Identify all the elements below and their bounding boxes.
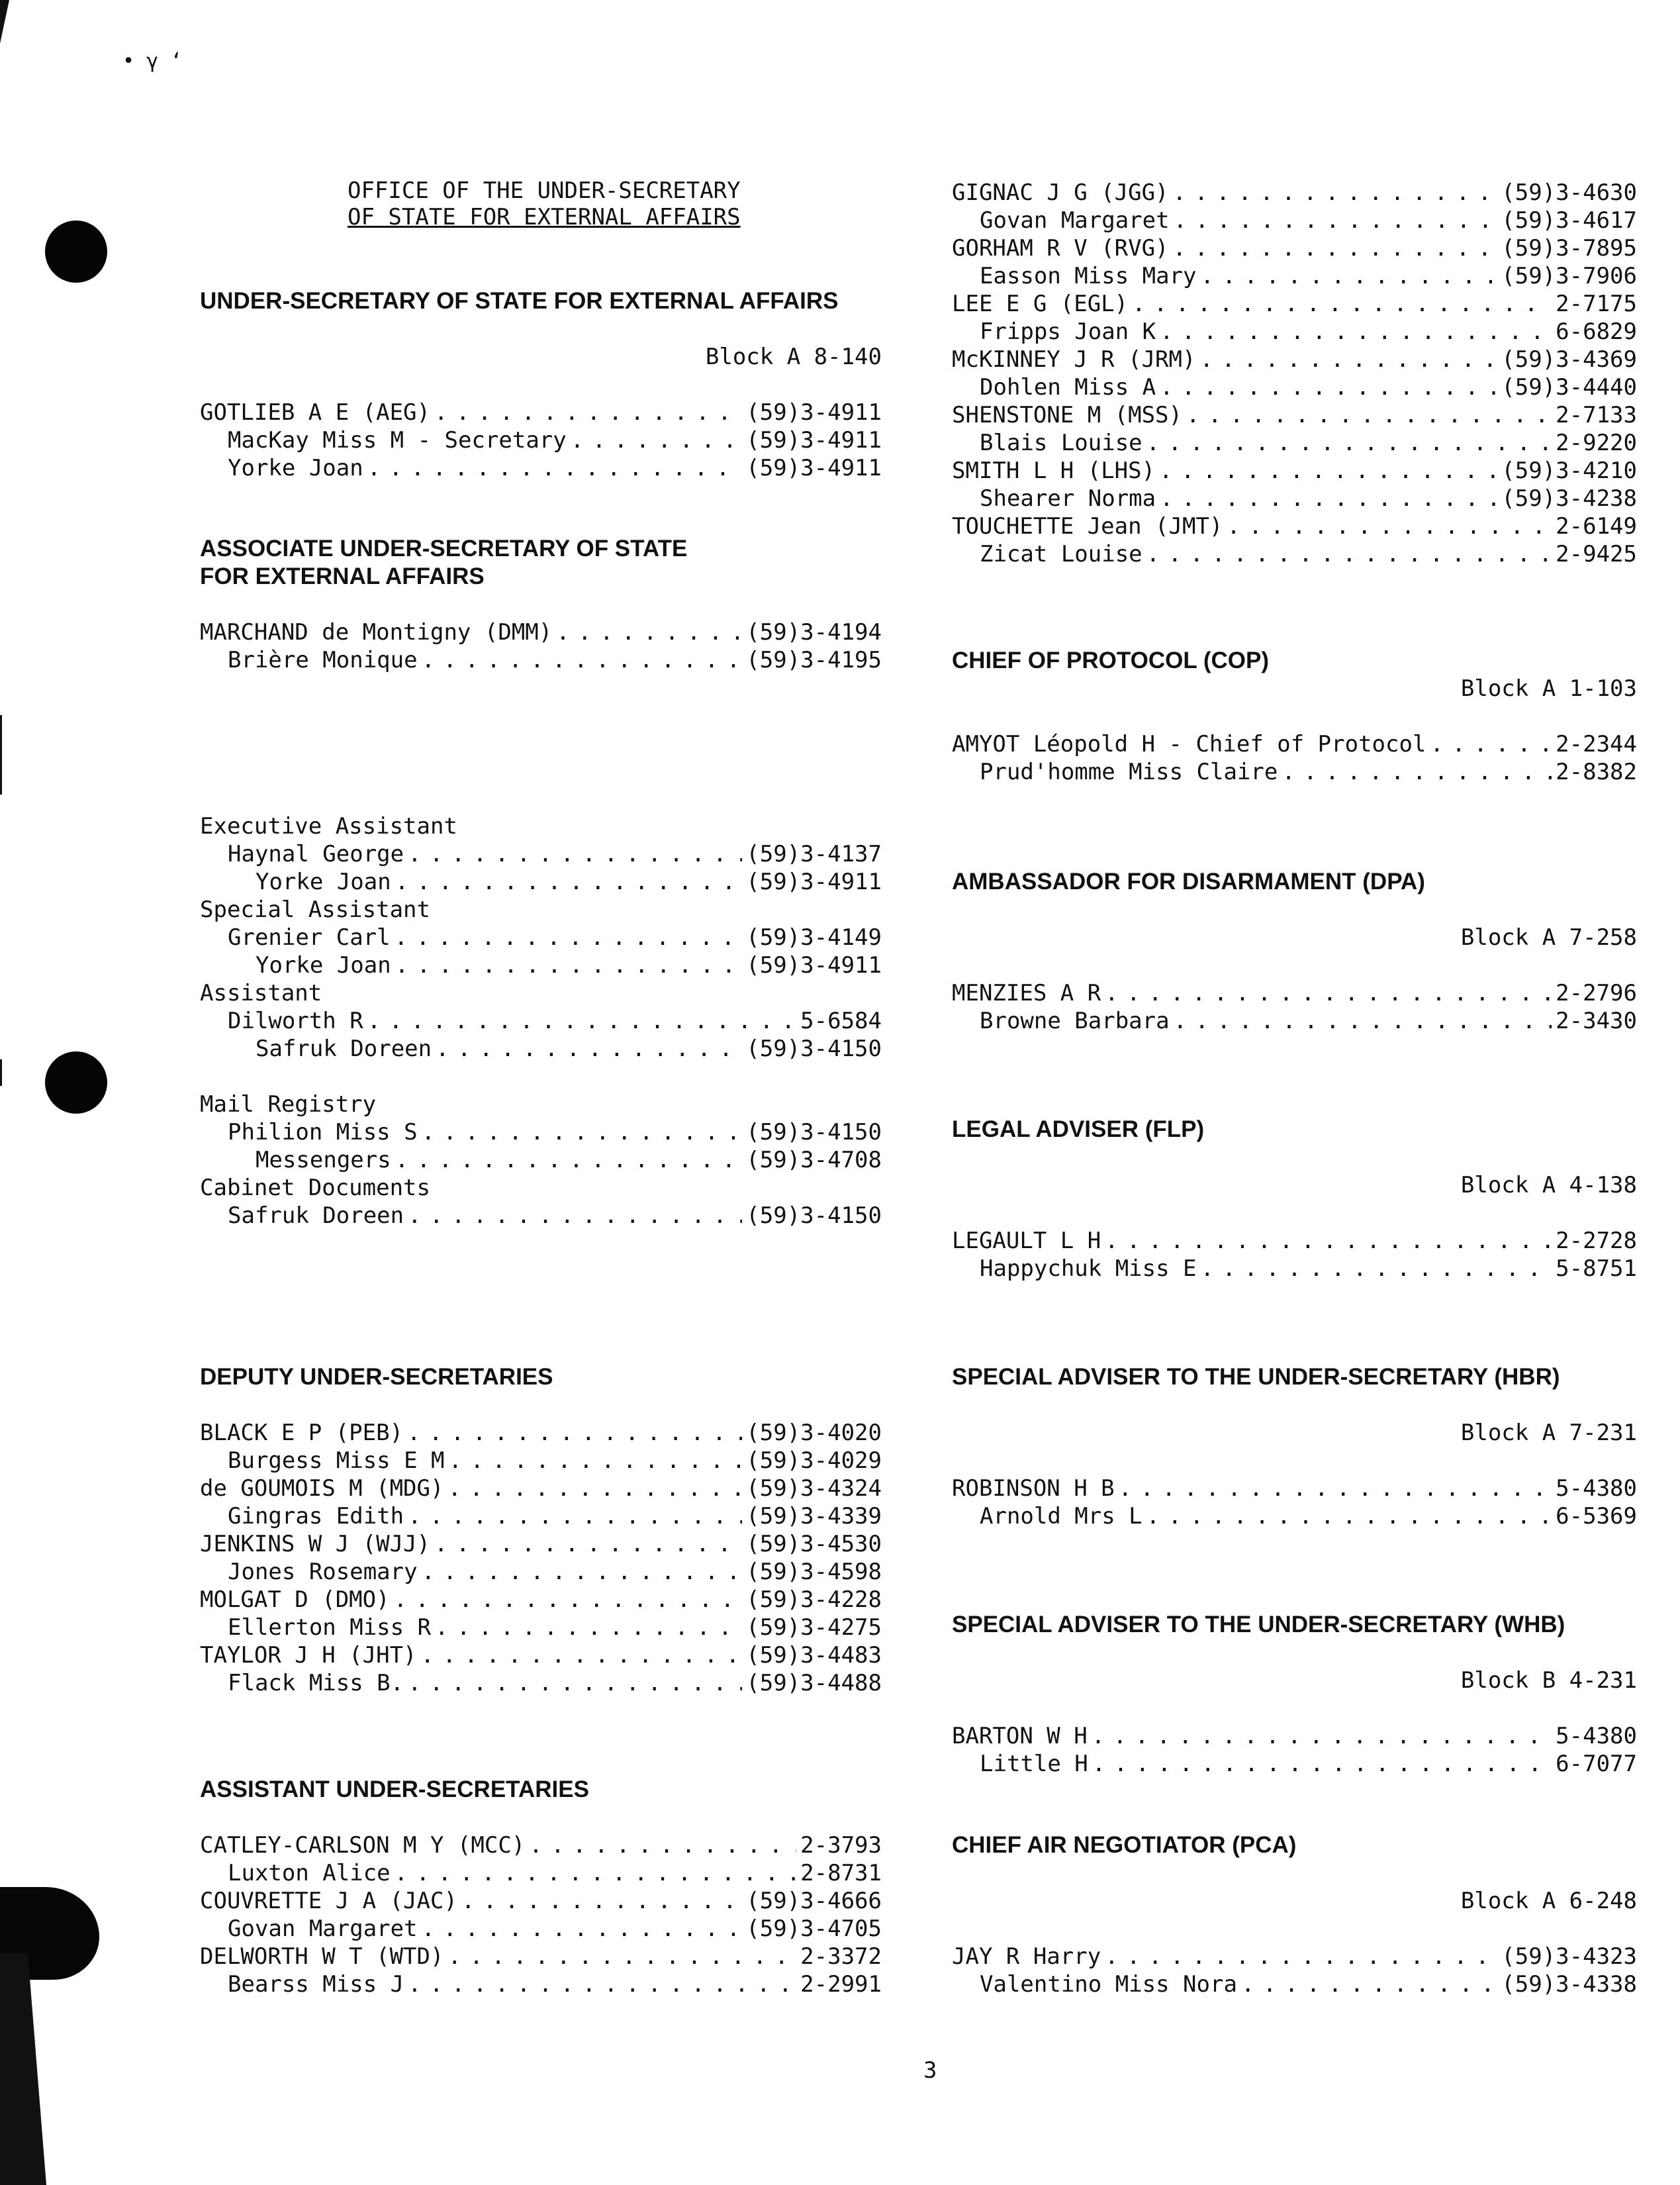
dot-leader (1174, 1007, 1552, 1035)
entry-name: Browne Barbara (980, 1008, 1170, 1034)
entry-name: Messengers (256, 1147, 391, 1173)
dot-leader (408, 1202, 742, 1230)
scan-edge-left (0, 715, 2, 795)
dot-leader (408, 840, 742, 868)
entry-name: Valentino Miss Nora (980, 1971, 1237, 1998)
section-chief-air-negotiator (952, 1831, 1637, 1998)
directory-entry (952, 373, 1637, 401)
directory-entry (952, 179, 1637, 207)
entry-phone: 2-2728 (1556, 1228, 1637, 1254)
entry-phone: (59)3-4911 (746, 455, 882, 481)
dot-leader (422, 1915, 743, 1943)
section-deputy (200, 1363, 882, 1697)
section-heading: UNDER-SECRETARY OF STATE FOR EXTERNAL AFFAIRS (200, 288, 839, 314)
dot-leader (1159, 457, 1497, 485)
entry-name: Yorke Joan (256, 869, 391, 895)
entry-phone: (59)3-4911 (746, 427, 882, 454)
section-office-staff (200, 812, 882, 1230)
section-under-secretary (200, 287, 882, 482)
entry-list (952, 1475, 1637, 1530)
label-executive-assistant: Executive Assistant (200, 813, 457, 840)
directory-entry (200, 1943, 882, 1970)
entry-phone: (59)3-4323 (1501, 1943, 1637, 1970)
dot-leader (435, 1614, 742, 1641)
directory-entry (952, 1722, 1637, 1750)
dot-leader (1146, 1502, 1552, 1530)
entry-phone: (59)3-4137 (746, 841, 882, 867)
entry-name: Flack Miss B. (228, 1670, 404, 1696)
directory-entry (200, 1859, 882, 1887)
entry-phone: 2-6149 (1556, 513, 1637, 540)
directory-entry (200, 399, 882, 426)
dot-leader (395, 868, 743, 896)
entry-phone: 6-7077 (1556, 1751, 1637, 1777)
punch-hole-middle (45, 1051, 107, 1114)
label-cabinet-documents: Cabinet Documents (200, 1175, 430, 1201)
directory-entry (200, 1035, 882, 1063)
dot-leader (461, 1887, 742, 1915)
entry-name: SHENSTONE M (MSS) (952, 402, 1182, 428)
directory-entry (200, 1970, 882, 1998)
directory-entry (952, 485, 1637, 512)
entry-name: GIGNAC J G (JGG) (952, 179, 1169, 206)
entry-phone: (59)3-4369 (1501, 346, 1637, 373)
dot-leader (395, 924, 743, 951)
entry-name: Ellerton Miss R (228, 1614, 432, 1641)
entry-list (952, 730, 1637, 786)
title-line-1: OFFICE OF THE UNDER-SECRETARY (348, 177, 741, 204)
entry-phone: (59)3-4150 (746, 1202, 882, 1229)
dot-leader (1282, 758, 1552, 786)
entry-phone: 2-8382 (1556, 759, 1637, 785)
dot-leader (408, 1970, 796, 1998)
dot-leader (1146, 429, 1552, 457)
section-heading: ASSISTANT UNDER-SECRETARIES (200, 1776, 589, 1802)
dot-leader (449, 1447, 743, 1475)
entry-name: Blais Louise (980, 430, 1143, 456)
directory-entry (200, 1502, 882, 1530)
entry-name: TOUCHETTE Jean (JMT) (952, 513, 1223, 540)
entry-phone: (59)3-4339 (746, 1503, 882, 1530)
directory-entry (200, 924, 882, 951)
entry-list (200, 618, 882, 674)
entry-name: Dohlen Miss A (980, 374, 1156, 401)
entry-phone: (59)3-4195 (746, 647, 882, 673)
entry-phone: 5-4380 (1556, 1723, 1637, 1749)
block-location: Block B 4-231 (1460, 1667, 1637, 1694)
label-mail-registry: Mail Registry (200, 1091, 377, 1118)
page-number: 3 (923, 2057, 937, 2084)
entry-phone: (59)3-4029 (746, 1447, 882, 1474)
block-location: Block A 4-138 (1460, 1172, 1637, 1198)
entry-name: ROBINSON H B (952, 1475, 1115, 1502)
entry-name: MENZIES A R (952, 980, 1101, 1006)
directory-entry (200, 646, 882, 674)
label-assistant: Assistant (200, 980, 322, 1006)
directory-entry (200, 951, 882, 979)
directory-entry (952, 290, 1637, 318)
section-heading: CHIEF AIR NEGOTIATOR (PCA) (952, 1832, 1297, 1858)
scan-edge-left-lower (0, 1059, 2, 1086)
directory-entry (952, 1943, 1637, 1970)
dot-leader (408, 1502, 742, 1530)
dot-leader (436, 1035, 742, 1063)
entry-phone: 5-4380 (1556, 1475, 1637, 1502)
section-special-adviser-hbr (952, 1363, 1637, 1530)
entry-list (200, 1831, 882, 1998)
scan-edge-bottom-left (0, 1953, 46, 2185)
dot-leader (422, 1118, 743, 1146)
dot-leader (395, 1859, 797, 1887)
section-assistant-under-secretaries-continued (952, 179, 1637, 568)
directory-entry (952, 207, 1637, 234)
block-location: Block A 7-231 (1460, 1420, 1637, 1446)
dot-leader (421, 1641, 743, 1669)
entry-name: Little H (980, 1751, 1088, 1777)
section-legal-adviser (952, 1116, 1637, 1283)
dot-leader (1105, 1943, 1497, 1970)
entry-name: Govan Margaret (228, 1916, 418, 1942)
corner-marks: • γ ʻ (122, 50, 183, 73)
entry-phone: (59)3-4911 (746, 399, 882, 426)
dot-leader (1173, 234, 1498, 262)
directory-entry (952, 512, 1637, 540)
entry-phone: 2-3430 (1556, 1008, 1637, 1034)
dot-leader (571, 426, 743, 454)
entry-list (200, 1419, 882, 1697)
entry-list (952, 1722, 1637, 1778)
entry-name: AMYOT Léopold H - Chief of Protocol (952, 731, 1426, 757)
directory-entry (200, 1831, 882, 1859)
dot-leader (1241, 1970, 1497, 1998)
directory-entry (200, 1530, 882, 1558)
entry-name: Safruk Doreen (228, 1202, 404, 1229)
section-heading: SPECIAL ADVISER TO THE UNDER-SECRETARY (WHB) (952, 1612, 1565, 1637)
directory-entry (200, 618, 882, 646)
entry-name: Easson Miss Mary (980, 263, 1197, 289)
entry-name: GORHAM R V (RVG) (952, 235, 1169, 262)
directory-entry (200, 1447, 882, 1475)
directory-entry (952, 429, 1637, 457)
directory-entry (952, 979, 1637, 1007)
entry-name: JAY R Harry (952, 1943, 1101, 1970)
entry-name: Safruk Doreen (256, 1036, 432, 1062)
entry-phone: (59)3-4666 (746, 1888, 882, 1914)
directory-entry (952, 1502, 1637, 1530)
directory-entry (952, 1475, 1637, 1502)
entry-phone: (59)3-4530 (746, 1531, 882, 1557)
directory-entry (200, 1202, 882, 1230)
directory-entry (200, 1475, 882, 1502)
dot-leader (395, 951, 743, 979)
entry-name: MOLGAT D (DMO) (200, 1586, 390, 1613)
dot-leader (1227, 512, 1552, 540)
label-special-assistant: Special Assistant (200, 897, 430, 923)
dot-leader (1160, 485, 1497, 512)
entry-name: Shearer Norma (980, 485, 1156, 512)
directory-entry (200, 1614, 882, 1641)
entry-name: TAYLOR J H (JHT) (200, 1642, 417, 1669)
dot-leader (1201, 262, 1498, 290)
entry-name: Brière Monique (228, 647, 418, 673)
entry-phone: 2-2991 (800, 1971, 882, 1998)
entry-name: MARCHAND de Montigny (DMM) (200, 619, 553, 646)
title-line-2: OF STATE FOR EXTERNAL AFFAIRS (348, 204, 741, 230)
entry-name: Grenier Carl (228, 924, 391, 951)
block-location: Block A 7-258 (1460, 924, 1637, 951)
entry-phone: 5-8751 (1556, 1255, 1637, 1282)
directory-entry (200, 1118, 882, 1146)
dot-leader (1105, 1227, 1552, 1255)
entry-name: Philion Miss S (228, 1119, 418, 1145)
entry-phone: (59)3-4598 (746, 1559, 882, 1585)
dot-leader (367, 454, 743, 482)
dot-leader (1160, 318, 1552, 346)
entry-phone: (59)3-4194 (746, 619, 882, 646)
entry-name: Burgess Miss E M (228, 1447, 445, 1474)
entry-phone: (59)3-4617 (1501, 207, 1637, 234)
entry-phone: 2-7175 (1556, 291, 1637, 317)
section-heading: LEGAL ADVISER (FLP) (952, 1116, 1205, 1142)
directory-entry (200, 1887, 882, 1915)
section-heading: ASSOCIATE UNDER-SECRETARY OF STATE FOR EXTERNAL AFFAIRS (200, 536, 688, 589)
section-heading: DEPUTY UNDER-SECRETARIES (200, 1364, 553, 1390)
dot-leader (1105, 979, 1552, 1007)
dot-leader (394, 1586, 743, 1614)
entry-name: Govan Margaret (980, 207, 1170, 234)
section-assistant-under-secretaries (200, 1776, 882, 1998)
directory-entry (952, 730, 1637, 758)
entry-phone: (59)3-4911 (746, 952, 882, 979)
entry-name: Fripps Joan K (980, 318, 1156, 345)
entry-phone: 2-2796 (1556, 980, 1637, 1006)
directory-entry (200, 1007, 882, 1035)
entry-phone: (59)3-4150 (746, 1119, 882, 1145)
entry-name: Yorke Joan (228, 455, 363, 481)
dot-leader (1146, 540, 1552, 568)
block-location: Block A 1-103 (1460, 675, 1637, 702)
directory-entry (952, 346, 1637, 373)
entry-name: LEGAULT L H (952, 1228, 1101, 1254)
entry-phone: (59)3-4440 (1501, 374, 1637, 401)
dot-leader (434, 1530, 742, 1558)
entry-phone: 5-6584 (800, 1008, 882, 1034)
dot-leader (1119, 1475, 1552, 1502)
directory-entry (200, 1641, 882, 1669)
directory-entry (952, 318, 1637, 346)
directory-entry (200, 868, 882, 896)
entry-phone: (59)3-4630 (1501, 179, 1637, 206)
block-location: Block A 6-248 (1460, 1888, 1637, 1914)
directory-entry (952, 1007, 1637, 1035)
scan-edge-top-left (0, 0, 9, 99)
entry-name: McKINNEY J R (JRM) (952, 346, 1196, 373)
directory-entry (200, 1586, 882, 1614)
section-disarmament (952, 868, 1637, 1035)
dot-leader (434, 399, 742, 426)
entry-phone: 2-9220 (1556, 430, 1637, 456)
entry-phone: (59)3-7906 (1501, 263, 1637, 289)
entry-name: Bearss Miss J (228, 1971, 404, 1998)
entry-phone: (59)3-4911 (746, 869, 882, 895)
entry-phone: 2-3793 (800, 1832, 882, 1859)
entry-phone: 2-8731 (800, 1860, 882, 1886)
dot-leader (1201, 1255, 1552, 1283)
directory-entry (952, 1255, 1637, 1283)
entry-name: Gingras Edith (228, 1503, 404, 1530)
entry-phone: (59)3-4483 (746, 1642, 882, 1669)
dot-leader (1160, 373, 1497, 401)
section-chief-of-protocol (952, 647, 1637, 786)
punch-hole-top (45, 220, 107, 283)
dot-leader (447, 1475, 742, 1502)
section-heading: CHIEF OF PROTOCOL (COP) (952, 648, 1269, 673)
entry-phone: (59)3-4488 (746, 1670, 882, 1696)
entry-name: BLACK E P (PEB) (200, 1420, 404, 1446)
entry-name: Prud'homme Miss Claire (980, 759, 1278, 785)
entry-phone: (59)3-4705 (746, 1916, 882, 1942)
entry-list (952, 1943, 1637, 1998)
entry-phone: 2-3372 (800, 1943, 882, 1970)
entry-name: Dilworth R (228, 1008, 363, 1034)
section-special-adviser-whb (952, 1611, 1637, 1778)
directory-entry (952, 1750, 1637, 1778)
dot-leader (1173, 179, 1498, 207)
directory-entry (200, 840, 882, 868)
entry-phone: (59)3-4238 (1501, 485, 1637, 512)
entry-phone: (59)3-4149 (746, 924, 882, 951)
entry-name: Haynal George (228, 841, 404, 867)
section-heading: SPECIAL ADVISER TO THE UNDER-SECRETARY (HBR) (952, 1364, 1560, 1390)
dot-leader (447, 1943, 796, 1970)
dot-leader (1132, 290, 1552, 318)
directory-entry (952, 457, 1637, 485)
directory-entry (952, 1227, 1637, 1255)
document-title (348, 177, 741, 230)
entry-phone: (59)3-4708 (746, 1147, 882, 1173)
entry-phone: 2-7133 (1556, 402, 1637, 428)
dot-leader (556, 618, 742, 646)
entry-phone: 6-5369 (1556, 1503, 1637, 1530)
entry-name: Zicat Louise (980, 541, 1143, 567)
dot-leader (1186, 401, 1552, 429)
entry-phone: (59)3-4150 (746, 1036, 882, 1062)
dot-leader (422, 646, 743, 674)
section-associate (200, 535, 882, 674)
dot-leader (529, 1831, 796, 1859)
dot-leader (1092, 1750, 1552, 1778)
entry-list (952, 979, 1637, 1035)
section-heading: AMBASSADOR FOR DISARMAMENT (DPA) (952, 869, 1425, 895)
directory-entry (200, 1558, 882, 1586)
entry-phone: 6-6829 (1556, 318, 1637, 345)
dot-leader (1199, 346, 1497, 373)
dot-leader (367, 1007, 796, 1035)
entry-phone: 2-2344 (1556, 731, 1637, 757)
directory-entry (952, 234, 1637, 262)
entry-name: Jones Rosemary (228, 1559, 418, 1585)
entry-name: CATLEY-CARLSON M Y (MCC) (200, 1832, 526, 1859)
dot-leader (1092, 1722, 1552, 1750)
entry-name: DELWORTH W T (WTD) (200, 1943, 444, 1970)
entry-phone: 2-9425 (1556, 541, 1637, 567)
directory-entry (952, 401, 1637, 429)
entry-phone: (59)3-4210 (1501, 458, 1637, 484)
directory-entry (200, 1419, 882, 1447)
entry-phone: (59)3-4228 (746, 1586, 882, 1613)
directory-entry (952, 1970, 1637, 1998)
entry-phone: (59)3-7895 (1501, 235, 1637, 262)
entry-name: SMITH L H (LHS) (952, 458, 1156, 484)
dot-leader (395, 1146, 743, 1174)
entry-name: JENKINS W J (WJJ) (200, 1531, 430, 1557)
entry-name: de GOUMOIS M (MDG) (200, 1475, 444, 1502)
entry-list (952, 1227, 1637, 1283)
entry-name: Luxton Alice (228, 1860, 391, 1886)
entry-name: Happychuk Miss E (980, 1255, 1197, 1282)
directory-entry (200, 1915, 882, 1943)
entry-name: BARTON W H (952, 1723, 1088, 1749)
entry-name: GOTLIEB A E (AEG) (200, 399, 430, 426)
dot-leader (1174, 207, 1498, 234)
directory-entry (200, 454, 882, 482)
dot-leader (407, 1419, 742, 1447)
dot-leader (422, 1558, 743, 1586)
entry-list (200, 399, 882, 482)
entry-phone: (59)3-4275 (746, 1614, 882, 1641)
directory-entry (952, 540, 1637, 568)
entry-phone: (59)3-4324 (746, 1475, 882, 1502)
entry-name: Arnold Mrs L (980, 1503, 1143, 1530)
directory-entry (952, 758, 1637, 786)
entry-phone: (59)3-4020 (746, 1420, 882, 1446)
directory-entry (200, 1146, 882, 1174)
entry-name: LEE E G (EGL) (952, 291, 1129, 317)
directory-entry (200, 1669, 882, 1697)
entry-name: COUVRETTE J A (JAC) (200, 1888, 457, 1914)
entry-name: Yorke Joan (256, 952, 391, 979)
entry-name: MacKay Miss M - Secretary (228, 427, 567, 454)
dot-leader (1430, 730, 1552, 758)
block-location: Block A 8-140 (705, 344, 882, 370)
entry-phone: (59)3-4338 (1501, 1971, 1637, 1998)
directory-entry (200, 426, 882, 454)
directory-entry (952, 262, 1637, 290)
dot-leader (408, 1669, 742, 1697)
